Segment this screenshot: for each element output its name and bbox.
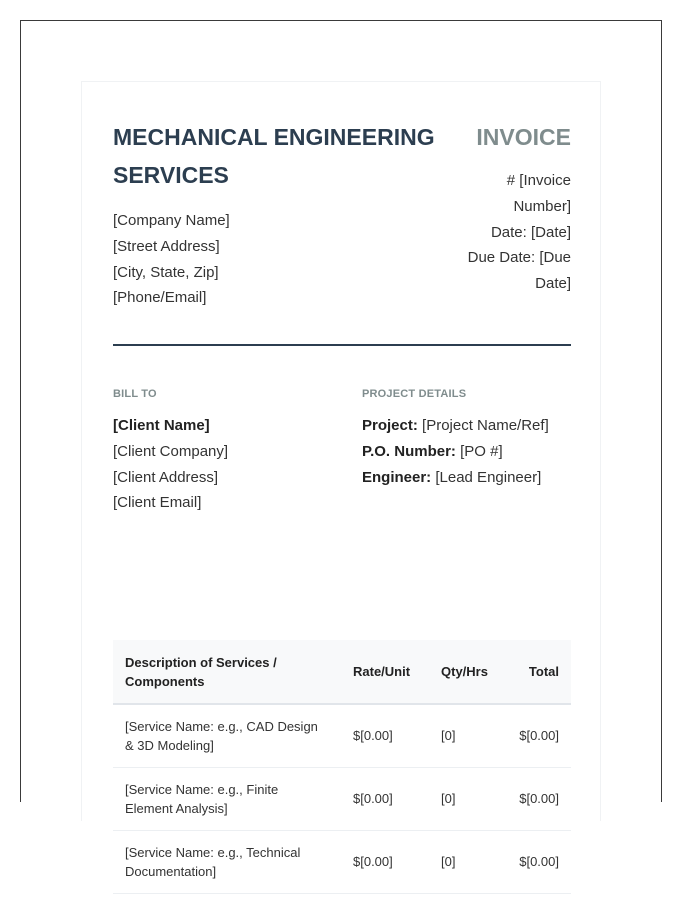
table-header-row [113,640,571,704]
project-key: Project: [362,417,418,434]
invoice-sheet [81,81,601,879]
client-name: [Client Name] [113,417,210,434]
project-value: [Project Name/Ref] [417,417,549,434]
engineer-key: Engineer: [362,468,432,486]
company-city: [City, State, Zip] [113,263,219,281]
invoice-meta [451,168,571,297]
project-row [362,413,549,439]
invoice-due-date: Due Date: [Due Date] [467,249,571,293]
header-qty: Qty/Hrs [429,640,503,704]
row-qty: [0] [429,830,503,893]
row-qty: [0] [429,767,503,830]
row-total: $[0.00] [503,767,571,830]
header-total: Total [503,640,571,704]
row-rate: $[0.00] [341,830,429,893]
po-number-value: [PO #] [455,442,503,460]
header-description: Description of Services / Components [113,640,341,704]
company-street: [Street Address] [113,237,220,255]
po-number-row [362,439,549,465]
invoice-title: INVOICE [476,124,571,150]
company-name: [Company Name] [113,212,230,229]
table-row [113,830,571,893]
bill-to-label: BILL TO [113,388,157,400]
invoice-content [113,112,571,879]
row-description: [Service Name: e.g., Finite Element Analysis] [113,767,341,830]
bill-to-block [113,413,228,516]
row-rate: $[0.00] [341,704,429,767]
line-items-table [113,640,571,894]
company-title: MECHANICAL ENGINEERING SERVICES [113,124,435,188]
engineer-value: [Lead Engineer] [431,468,542,486]
table-row [113,767,571,830]
table-row [113,704,571,767]
company-address-block [113,208,230,311]
row-description: [Service Name: e.g., Technical Documentation] [113,830,341,893]
page-frame [20,20,662,879]
row-rate: $[0.00] [341,767,429,830]
row-total: $[0.00] [503,704,571,767]
invoice-header [113,112,571,344]
project-details-block [362,413,549,490]
client-address: [Client Address] [113,468,219,486]
header-rate: Rate/Unit [341,640,429,704]
invoice-date: Date: [Date] [490,223,571,241]
row-description: [Service Name: e.g., CAD Design & 3D Modeling] [113,704,341,767]
po-number-key: P.O. Number: [362,442,456,460]
invoice-number: # [Invoice Number] [506,172,571,215]
client-email: [Client Email] [113,494,202,512]
project-details-label: PROJECT DETAILS [362,388,467,400]
row-qty: [0] [429,704,503,767]
header-divider [113,344,571,346]
engineer-row [362,465,549,491]
company-contact: [Phone/Email] [113,289,207,307]
client-company: [Client Company] [113,442,229,460]
row-total: $[0.00] [503,830,571,893]
